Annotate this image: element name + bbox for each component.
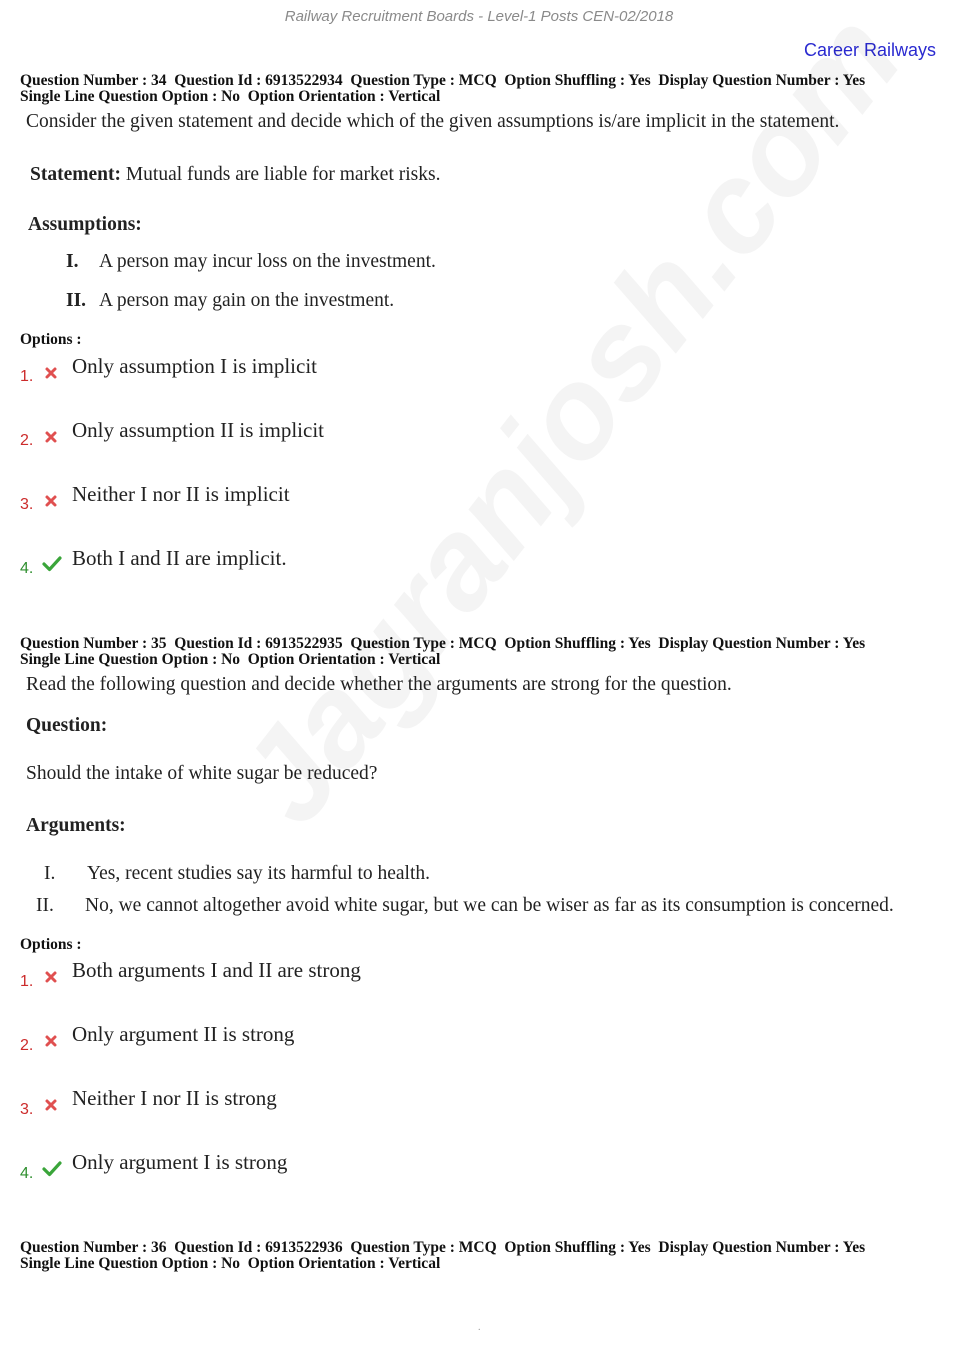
q34-assumption1-text: A person may incur loss on the investment. — [99, 251, 436, 272]
option-text: Neither I nor II is implicit — [72, 482, 290, 506]
cross-icon — [42, 1096, 60, 1114]
option-number: 3. — [20, 496, 34, 513]
q35-argument2-text: No, we cannot altogether avoid white sugar, but we can be wiser as far as its consumption is concerned. — [85, 895, 894, 916]
option-number: 3. — [20, 1101, 34, 1118]
page-header: Railway Recruitment Boards - Level-1 Posts CEN-02/2018 — [284, 8, 674, 25]
check-icon — [42, 555, 62, 573]
q35-meta-line1: Question Number : 35 Question Id : 6913522935 Question Type : MCQ Option Shuffling : Yes Display Question Number : Yes — [20, 635, 866, 652]
option-text: Only assumption I is implicit — [72, 354, 317, 378]
q34-instruction: Consider the given statement and decide which of the given assumptions is/are implicit in the statement. — [26, 111, 840, 132]
option-number: 4. — [20, 1165, 34, 1182]
option-text: Both I and II are implicit. — [72, 546, 287, 570]
cross-icon — [42, 1032, 60, 1050]
option-number: 4. — [20, 560, 34, 577]
cross-icon — [42, 492, 60, 510]
q34-statement — [30, 164, 440, 186]
q35-argument1-num: I. — [44, 863, 56, 884]
q35-question-label: Question: — [26, 715, 108, 736]
option-number: 1. — [20, 973, 34, 990]
cross-icon — [42, 968, 60, 986]
q35-arguments-label: Arguments: — [26, 815, 126, 836]
q34-assumption2-text: A person may gain on the investment. — [99, 290, 395, 311]
option-text: Only assumption II is implicit — [72, 418, 324, 442]
q36-meta-line1: Question Number : 36 Question Id : 6913522936 Question Type : MCQ Option Shuffling : Yes Display Question Number : Yes — [20, 1239, 866, 1256]
q35-argument1-text: Yes, recent studies say its harmful to health. — [87, 863, 431, 884]
option-text: Neither I nor II is strong — [72, 1086, 277, 1110]
brand-label: Career Railways — [803, 40, 936, 60]
option-number: 1. — [20, 368, 34, 385]
q34-options-label: Options : — [20, 331, 82, 348]
footer-dot: . — [478, 1322, 481, 1333]
option-number: 2. — [20, 1037, 34, 1054]
q35-argument2-num: II. — [36, 895, 54, 916]
cross-icon — [42, 364, 60, 382]
q34-assumption1-num: I. — [66, 251, 79, 272]
cross-icon — [42, 428, 60, 446]
q35-options-label: Options : — [20, 936, 82, 953]
q34-assumptions-label: Assumptions: — [28, 214, 142, 235]
check-icon — [42, 1160, 62, 1178]
q34-assumption2-num: II. — [66, 290, 87, 311]
option-number: 2. — [20, 432, 34, 449]
option-text: Only argument I is strong — [72, 1150, 288, 1174]
q34-meta-line1: Question Number : 34 Question Id : 6913522934 Question Type : MCQ Option Shuffling : Yes Display Question Number : Yes — [20, 72, 866, 89]
q35-meta-line2: Single Line Question Option : No Option Orientation : Vertical — [20, 651, 441, 668]
q35-question-text: Should the intake of white sugar be reduced? — [26, 763, 378, 784]
option-text: Both arguments I and II are strong — [72, 958, 361, 982]
q36-meta-line2: Single Line Question Option : No Option Orientation : Vertical — [20, 1255, 441, 1272]
option-text: Only argument II is strong — [72, 1022, 295, 1046]
q34-meta-line2: Single Line Question Option : No Option Orientation : Vertical — [20, 88, 441, 105]
q35-instruction: Read the following question and decide whether the arguments are strong for the question. — [26, 674, 732, 695]
q34-statement-label: Statement: — [30, 164, 121, 185]
q34-statement-text: Mutual funds are liable for market risks. — [120, 164, 441, 185]
